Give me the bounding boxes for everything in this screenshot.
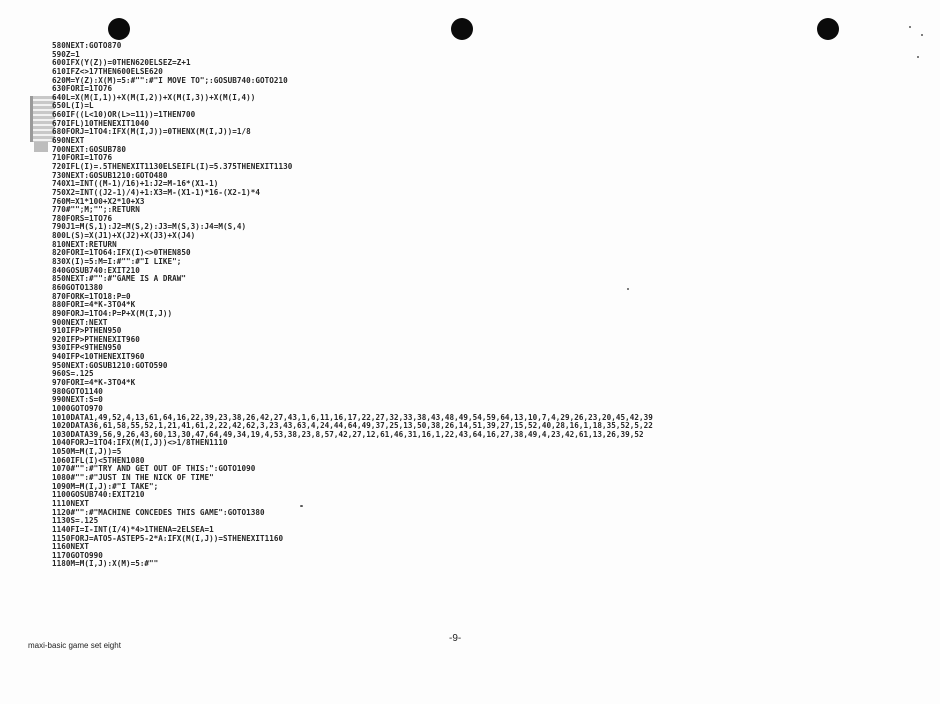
code-line: 810NEXT:RETURN — [52, 239, 117, 249]
code-line: 590Z=1 — [52, 49, 80, 59]
code-line: 930IFP<9THEN950 — [52, 343, 122, 353]
code-line: 670IFL)10THENEXIT1040 — [52, 118, 150, 128]
speck — [921, 34, 923, 36]
code-line: 1040FORJ=1TO4:IFX(M(I,J))<>1/8THEN1110 — [52, 438, 228, 448]
code-line: 1020DATA36,61,58,55,52,1,21,41,61,2,22,42,62,3,23,43,63,4,24,44,64,49,37,25,13,50,38,26,14,51,39,27,15,52,40,28,16,1,18,35,52,5,22 — [52, 421, 653, 431]
code-line: 1080#"":#"JUST IN THE NICK OF TIME" — [52, 473, 214, 483]
code-line: 820FORI=1TO64:IFX(I)<>0THEN850 — [52, 248, 191, 258]
punch-hole-left — [108, 18, 130, 40]
code-line: 1060IFL(I)<5THEN1080 — [52, 455, 145, 465]
code-line: 880FORI=4*K-3TO4*K — [52, 300, 136, 310]
code-line: 1030DATA39,56,9,26,43,60,13,30,47,64,49,34,19,4,53,38,23,8,57,42,27,12,61,46,31,16,1,22,43,64,16,27,38,49,4,23,42,61,13,26,39,52 — [52, 429, 644, 439]
speck — [917, 56, 919, 58]
footer-title: maxi-basic game set eight — [28, 641, 121, 650]
code-line: 1010DATA1,49,52,4,13,61,64,16,22,39,23,38,26,42,27,43,1,6,11,16,17,22,27,32,33,38,43,48,49,54,59,64,13,10,7,4,29,26,23,20,45,42,39 — [52, 412, 653, 422]
code-line: 870FORK=1TO18:P=0 — [52, 291, 131, 301]
code-line: 620M=Y(Z):X(M)=5:#"":#"I MOVE TO";:GOSUB740:GOTO210 — [52, 75, 288, 85]
code-line: 990NEXT:S=0 — [52, 395, 103, 405]
code-line: 1120#"":#"MACHINE CONCEDES THIS GAME":GOTO1380 — [52, 507, 265, 517]
code-line: 1180M=M(I,J):X(M)=5:#"" — [52, 559, 159, 569]
code-line: 1100GOSUB740:EXIT210 — [52, 490, 145, 500]
code-line: 610IFZ<>17THEN600ELSE620 — [52, 66, 163, 76]
code-line: 750X2=INT((J2-1)/4)+1:X3=M-(X1-1)*16-(X2-1)*4 — [52, 187, 260, 197]
code-line: 640L=X(M(I,1))+X(M(I,2))+X(M(I,3))+X(M(I,4)) — [52, 92, 256, 102]
code-line: 700NEXT:GOSUB780 — [52, 144, 126, 154]
code-line: 850NEXT:#"":#"GAME IS A DRAW" — [52, 274, 187, 284]
code-line: 1070#"":#"TRY AND GET OUT OF THIS:":GOTO1090 — [52, 464, 256, 474]
code-line: 660IF((L<10)OR(L>=11))=1THEN700 — [52, 110, 196, 120]
code-line: 780FORS=1TO76 — [52, 213, 113, 223]
code-line: 900NEXT:NEXT — [52, 317, 108, 327]
code-line: 950NEXT:GOSUB1210:GOTO590 — [52, 360, 168, 370]
code-line: 1150FORJ=ATO5-ASTEP5-2*A:IFX(M(I,J))=STHENEXIT1160 — [52, 533, 284, 543]
code-line: 720IFL(I)=.5THENEXIT1130ELSEIFL(I)=5.375THENEXIT1130 — [52, 161, 293, 171]
code-line: 940IFP<10THENEXIT960 — [52, 352, 145, 362]
code-line: 1140FI=I-INT(I/4)*4>1THENA=2ELSEA=1 — [52, 524, 214, 534]
code-line: 740X1=INT((M-1)/16)+1:J2=M-16*(X1-1) — [52, 179, 219, 189]
code-line: 960S=.125 — [52, 369, 94, 379]
code-line: 980GOTO1140 — [52, 386, 103, 396]
code-line: 1050M=M(I,J))=5 — [52, 447, 122, 457]
code-line: 840GOSUB740:EXIT210 — [52, 265, 140, 275]
code-line: 970FORI=4*K-3TO4*K — [52, 377, 136, 387]
code-line: 690NEXT — [52, 136, 85, 146]
code-line: 1130S=.125 — [52, 516, 99, 526]
page-number: -9- — [449, 633, 462, 644]
punch-hole-right — [817, 18, 839, 40]
code-line: 600IFX(Y(Z))=0THEN620ELSEZ=Z+1 — [52, 58, 191, 68]
binding-tab — [34, 142, 48, 152]
code-line: 760M=X1*100+X2*10+X3 — [52, 196, 145, 206]
code-line: 830X(I)=5:M=I:#"":#"I LIKE"; — [52, 257, 182, 267]
code-line: 910IFP>PTHEN950 — [52, 326, 122, 336]
code-line: 1000GOTO970 — [52, 403, 103, 413]
code-line: 890FORJ=1TO4:P=P+X(M(I,J)) — [52, 308, 173, 318]
code-line: 710FORI=1TO76 — [52, 153, 113, 163]
code-line: 680FORJ=1TO4:IFX(M(I,J))=0THENX(M(I,J))=1/8 — [52, 127, 251, 137]
code-line: 770#"";M;"";:RETURN — [52, 205, 140, 215]
code-line: 580NEXT:GOTO870 — [52, 41, 122, 50]
code-line: 920IFP>PTHENEXIT960 — [52, 334, 140, 344]
code-line: 790J1=M(S,1):J2=M(S,2):J3=M(S,3):J4=M(S,4) — [52, 222, 247, 232]
code-line: 730NEXT:GOSUB1210:GOTO480 — [52, 170, 168, 180]
code-line: 860GOTO1380 — [52, 282, 103, 292]
punch-hole-center — [451, 18, 473, 40]
code-line: 650L(I)=L — [52, 101, 94, 111]
code-line: 1090M=M(I,J):#"I TAKE"; — [52, 481, 159, 491]
code-line: 800L(S)=X(J1)+X(J2)+X(J3)+X(J4) — [52, 231, 196, 241]
code-line: 1160NEXT — [52, 542, 89, 552]
basic-program-listing — [52, 42, 912, 569]
speck — [909, 26, 911, 28]
code-line: 630FORI=1TO76 — [52, 84, 113, 94]
code-line: 1170GOTO990 — [52, 550, 103, 560]
code-line: 1110NEXT — [52, 498, 89, 508]
